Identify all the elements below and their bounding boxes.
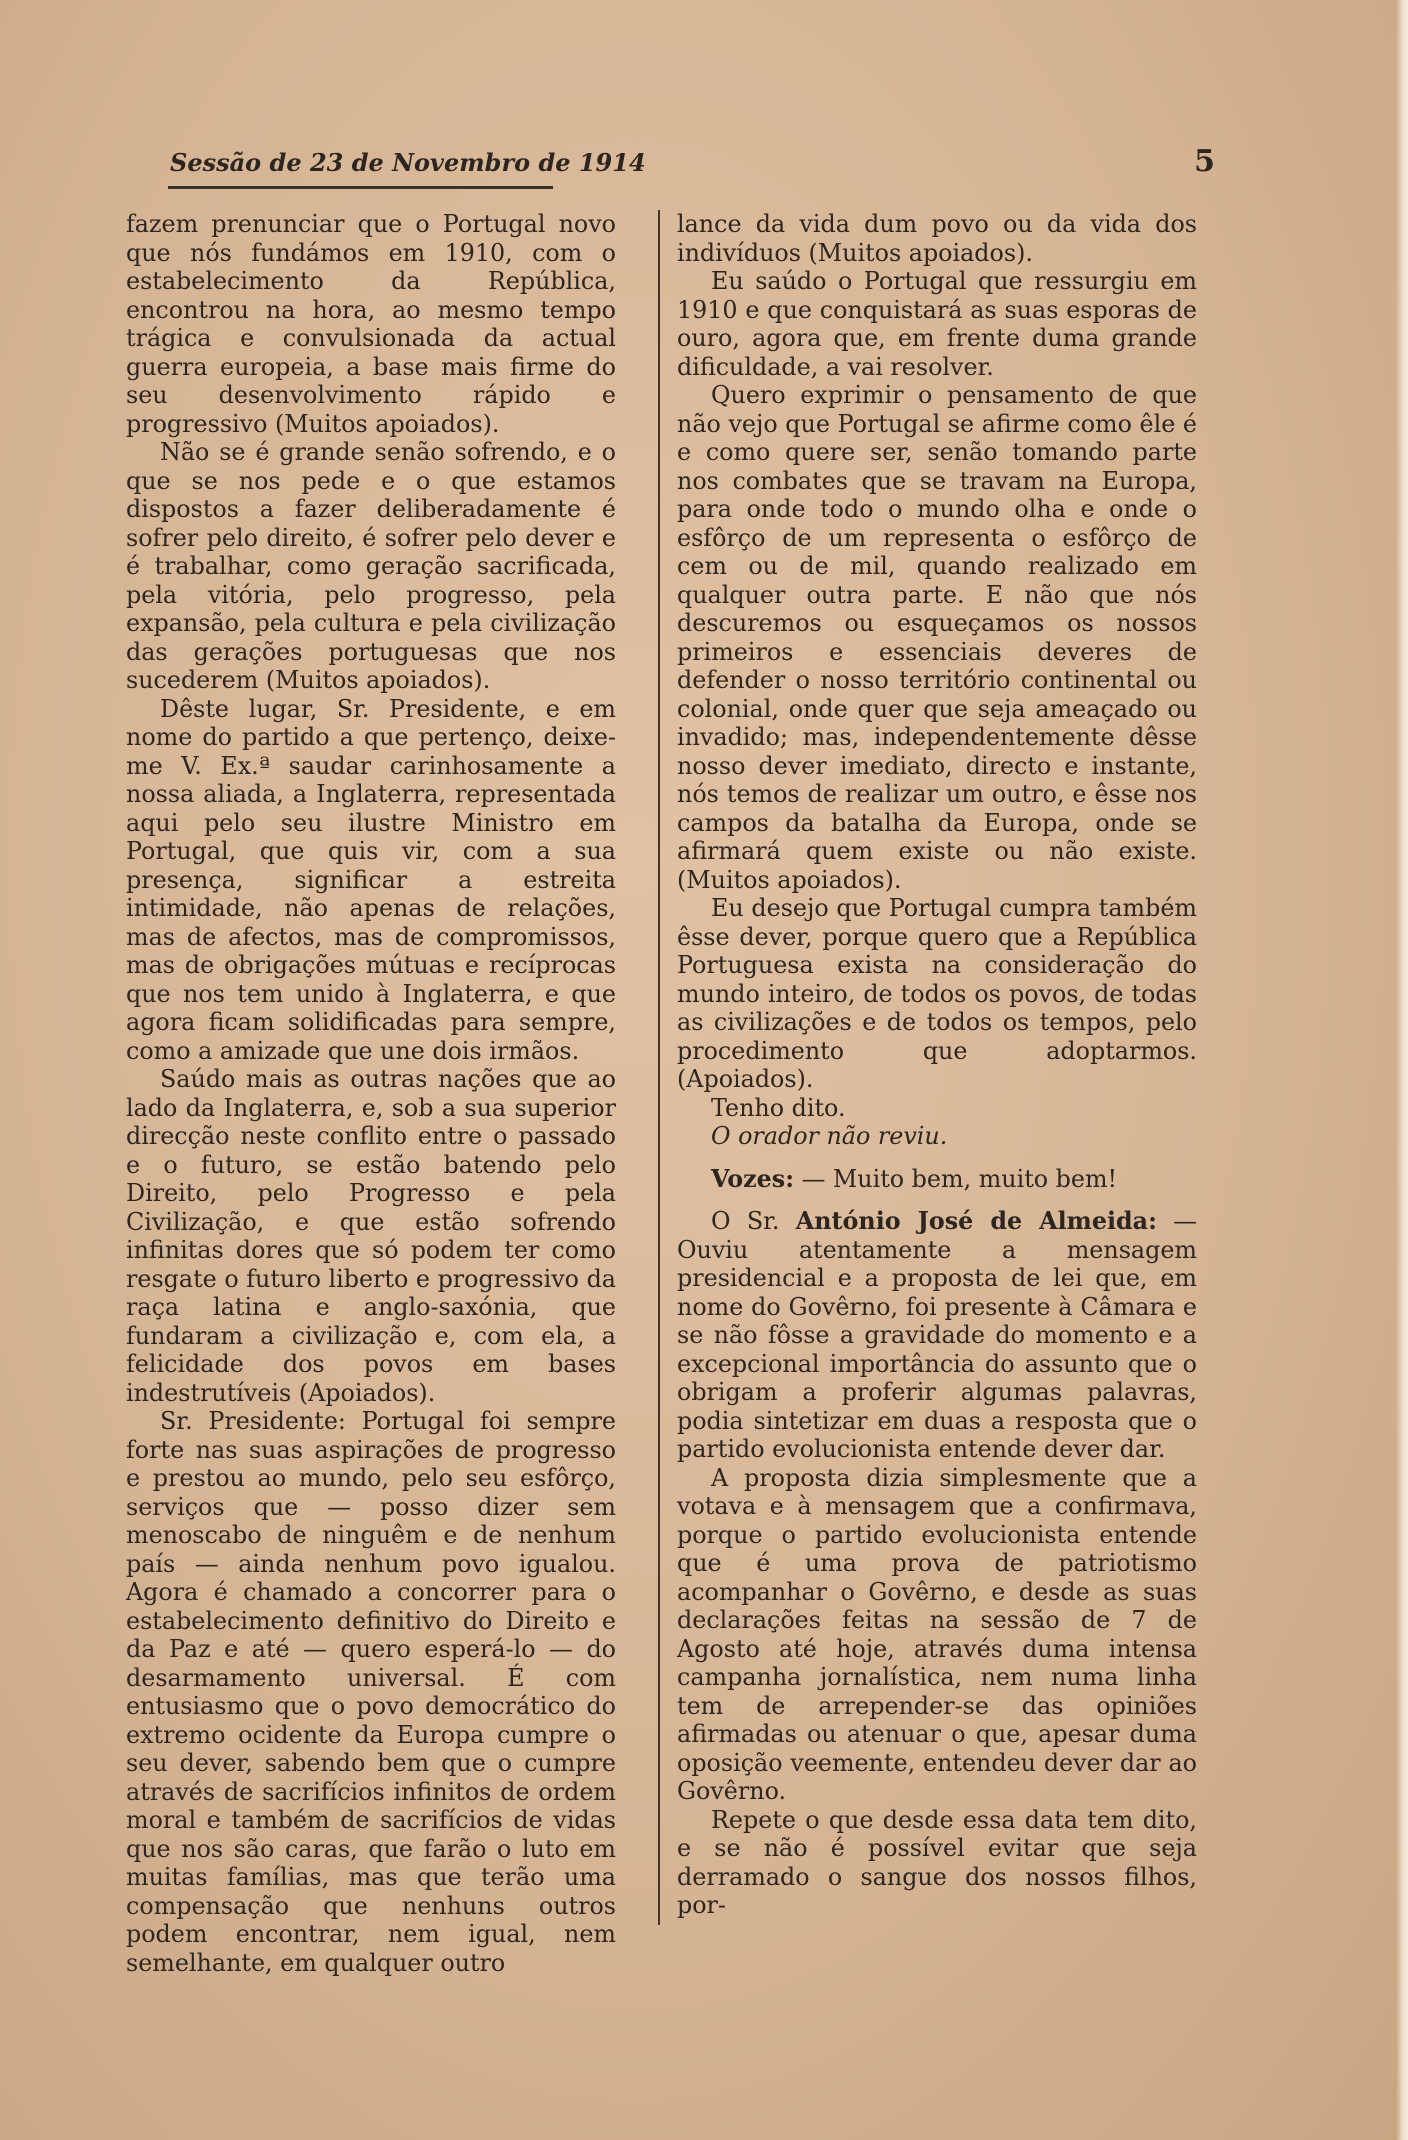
- page-edge: [1396, 0, 1408, 2140]
- speaker-prefix: O Sr.: [711, 1207, 796, 1235]
- paragraph: Eu desejo que Portugal cumpra também êsse dever, porque quero que a República Portuguesa exista na consideração do mundo inteiro, de todos os povos, de todas as civilizações e de todos os tempos, pelo procedimento que adoptarmos. (Apoiados).: [677, 894, 1197, 1093]
- voices-text: — Muito bem, muito bem!: [794, 1164, 1118, 1193]
- left-column: [126, 210, 616, 1977]
- paragraph: A proposta dizia simplesmente que a votava e à mensagem que a confirmava, porque o partido evolucionista entende que é uma prova de patriotismo acompanhar o Govêrno, e desde as suas declarações feitas na sessão de 7 de Agosto até hoje, através duma intensa campanha jornalística, nem numa linha tem de arrepender-se das opiniões afirmadas ou atenuar o que, apesar duma oposição veemente, entendeu dever dar ao Govêrno.: [677, 1463, 1197, 1805]
- paragraph: Não se é grande senão sofrendo, e o que se nos pede e o que estamos dispostos a fazer deliberadamente é sofrer pelo direito, é sofrer pelo dever e é trabalhar, como geração sacrificada, pela vitória, pelo progresso, pela expansão, pela cultura e pela civilização das gerações portuguesas que nos sucederem (Muitos apoiados).: [126, 438, 616, 694]
- voices-label: Vozes:: [711, 1164, 794, 1193]
- paragraph: Eu saúdo o Portugal que ressurgiu em 1910 e que conquistará as suas esporas de ouro, agora que, em frente duma grande dificuldade, a vai resolver.: [677, 267, 1197, 381]
- paragraph: Sr. Presidente: Portugal foi sempre forte nas suas aspirações de progresso e prestou ao mundo, pelo seu esfôrço, serviços que — posso dizer sem menoscabo de ninguêm e de nenhum país — ainda nenhum povo igualou. Agora é chamado a concorrer para o estabelecimento definitivo do Direito e da Paz e até — quero esperá-lo — do desarmamento universal. É com entusiasmo que o povo democrático do extremo ocidente da Europa cumpre o seu dever, sabendo bem que o cumpre através de sacrifícios infinitos de ordem moral e também de sacrifícios de vidas que nos são caras, que farão o luto em muitas famílias, mas que terão uma compensação que nenhuns outros podem encontrar, nem igual, nem semelhante, em qualquer outro: [126, 1407, 616, 1977]
- paragraph: Quero exprimir o pensamento de que não vejo que Portugal se afirme como êle é e como quere ser, senão tomando parte nos combates que se travam na Europa, para onde todo o mundo olha e onde o esfôrço de um representa o esfôrço de cem ou de mil, quando realizado em qualquer outra parte. E não que nós descuremos ou esqueçamos os nossos primeiros e essenciais deveres de defender o nosso território continental ou colonial, onde quer que seja ameaçado ou invadido; mas, independentemente dêsse nosso dever imediato, directo e instante, nós temos de realizar um outro, e êsse nos campos da batalha da Europa, onde se afirmará quem existe ou não existe. (Muitos apoiados).: [677, 381, 1197, 894]
- speaker-text: — Ouviu atentamente a mensagem presidencial e a proposta de lei que, em nome do Govêrno, foi presente à Câmara e se não fôsse a gravidade do momento e a excepcional importância do assunto que o obrigam a proferir algumas palavras, podia sintetizar em duas a resposta que o partido evolucionista entende dever dar.: [677, 1207, 1197, 1463]
- column-divider: [658, 210, 660, 1925]
- speaker-paragraph: [677, 1207, 1197, 1464]
- paragraph: Repete o que desde essa data tem dito, e se não é possível evitar que seja derramado o sangue dos nossos filhos, por-: [677, 1805, 1197, 1919]
- header-rule: [168, 186, 553, 189]
- closing-remark: Tenho dito.: [711, 1093, 846, 1122]
- paragraph: fazem prenunciar que o Portugal novo que nós fundámos em 1910, com o estabelecimento da República, encontrou na hora, ao mesmo tempo trágica e convulsionada da actual guerra europeia, a base mais firme do seu desenvolvimento rápido e progressivo (Muitos apoiados).: [126, 210, 616, 438]
- voices-line: [677, 1165, 1197, 1194]
- paragraph: Saúdo mais as outras nações que ao lado da Inglaterra, e, sob a sua superior direcção neste conflito entre o passado e o futuro, se estão batendo pelo Direito, pelo Progresso e pela Civilização, e que estão sofrendo infinitas dores que só podem ter como resgate o futuro liberto e progressivo da raça latina e anglo-saxónia, que fundaram a civilização e, com ela, a felicidade dos povos em bases indestrutíveis (Apoiados).: [126, 1065, 616, 1407]
- right-column: [677, 210, 1197, 1920]
- session-title: Sessão de 23 de Novembro de 1914: [170, 148, 646, 177]
- paragraph: lance da vida dum povo ou da vida dos indivíduos (Muitos apoiados).: [677, 210, 1197, 267]
- page-number: 5: [1194, 144, 1215, 179]
- speaker-note: O orador não reviu.: [711, 1122, 948, 1150]
- paragraph: Dêste lugar, Sr. Presidente, e em nome do partido a que pertenço, deixe-me V. Ex.ª saudar carinhosamente a nossa aliada, a Inglaterra, representada aqui pelo seu ilustre Ministro em Portugal, que quis vir, com a sua presença, significar a estreita intimidade, não apenas de relações, mas de afectos, mas de compromissos, mas de obrigações mútuas e recíprocas que nos tem unido à Inglaterra, e que agora ficam solidificadas para sempre, como a amizade que une dois irmãos.: [126, 694, 616, 1065]
- speaker-name: António José de Almeida:: [795, 1207, 1157, 1235]
